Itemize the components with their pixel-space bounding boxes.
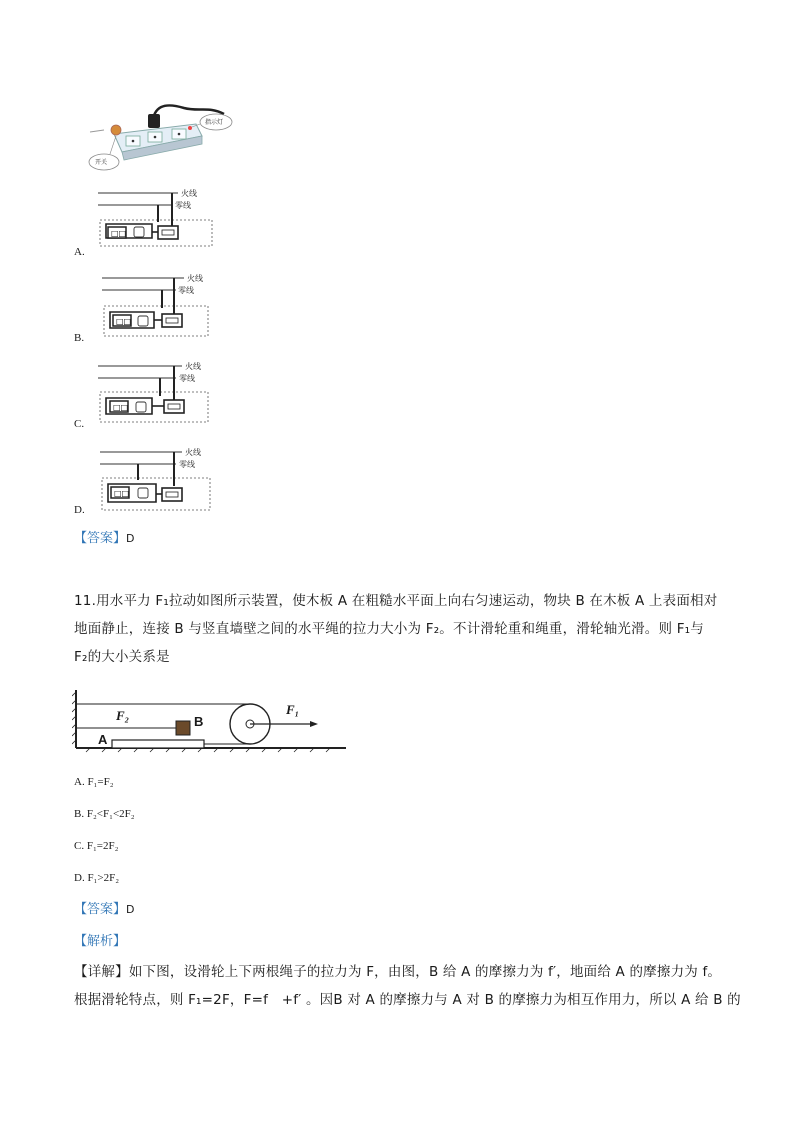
q11-detail-text1: 如下图，设滑轮上下两根绳子的拉力为 F，由图，B 给 A 的摩擦力为 f′，地面给 A 的摩擦力为 f。 bbox=[128, 964, 722, 980]
option-a-live-label: 火线 bbox=[181, 189, 197, 198]
option-d-label: D. bbox=[74, 504, 85, 516]
q11-detail bbox=[74, 958, 764, 1014]
svg-text:□□: □□ bbox=[114, 489, 130, 498]
option-d-circuit bbox=[96, 446, 220, 514]
option-d-neutral-label: 零线 bbox=[179, 460, 195, 469]
svg-text:□□: □□ bbox=[111, 229, 127, 238]
option-a-circuit bbox=[92, 188, 222, 248]
q11-answer bbox=[74, 898, 135, 917]
option-a-label: A. bbox=[74, 246, 85, 258]
q11-answer-tag: 【答案】 bbox=[74, 902, 127, 917]
option-b-neutral-label: 零线 bbox=[178, 286, 194, 295]
option-c-live-label: 火线 bbox=[185, 362, 201, 371]
option-c-circuit bbox=[94, 360, 218, 426]
q11-detail-line1 bbox=[74, 958, 764, 986]
q11-analysis-tag: 【解析】 bbox=[74, 934, 127, 949]
q10-answer-value: D bbox=[126, 532, 135, 545]
q11-stem-line1: 11.用水平力 F₁拉动如图所示装置，使木板 A 在粗糙水平面上向右匀速运动，物块 B 在木板 A 上表面相对 bbox=[74, 593, 718, 609]
q11-detail-tag: 【详解】 bbox=[74, 964, 129, 980]
indicator-callout-label: 指示灯 bbox=[205, 119, 224, 126]
switch-callout-label: 开关 bbox=[95, 159, 108, 166]
option-c-label: C. bbox=[74, 418, 85, 430]
f2-label: F₂ bbox=[116, 708, 130, 723]
power-strip-photo bbox=[84, 96, 234, 174]
option-b-label: B. bbox=[74, 332, 85, 344]
svg-text:□□: □□ bbox=[116, 317, 132, 326]
q11-detail-line2: 根据滑轮特点，则 F₁=2F，F=f +f′ 。因B 对 A 的摩擦力与 A 对 B 的摩擦力为相互作用力，所以 A 给 B 的 bbox=[74, 992, 741, 1008]
q11-option-b: B. F₂<F₁<2F₂ bbox=[74, 808, 135, 820]
q11-stem-line2: 地面静止，连接 B 与竖直墙壁之间的水平绳的拉力大小为 F₂。不计滑轮重和绳重，滑轮轴光滑。则 F₁与 bbox=[74, 621, 704, 637]
option-b-live-label: 火线 bbox=[187, 274, 203, 283]
a-label: A bbox=[98, 732, 108, 747]
q11-option-d: D. F₁>2F₂ bbox=[74, 872, 120, 884]
q11-option-c: C. F₁=2F₂ bbox=[74, 840, 119, 852]
svg-text:□□: □□ bbox=[113, 403, 129, 412]
q11-answer-value: D bbox=[126, 903, 135, 916]
q11-option-a: A. F₁=F₂ bbox=[74, 776, 114, 788]
option-a-neutral-label: 零线 bbox=[175, 201, 191, 210]
pulley-diagram bbox=[72, 688, 348, 754]
q11-stem bbox=[74, 587, 764, 671]
option-b-circuit bbox=[98, 272, 218, 342]
q10-answer-tag: 【答案】 bbox=[74, 531, 127, 546]
b-label: B bbox=[194, 714, 204, 729]
q11-stem-line3: F₂的大小关系是 bbox=[74, 649, 170, 665]
f1-label: F₁ bbox=[286, 702, 300, 717]
q10-answer bbox=[74, 527, 135, 546]
option-d-live-label: 火线 bbox=[185, 448, 201, 457]
option-c-neutral-label: 零线 bbox=[179, 374, 195, 383]
